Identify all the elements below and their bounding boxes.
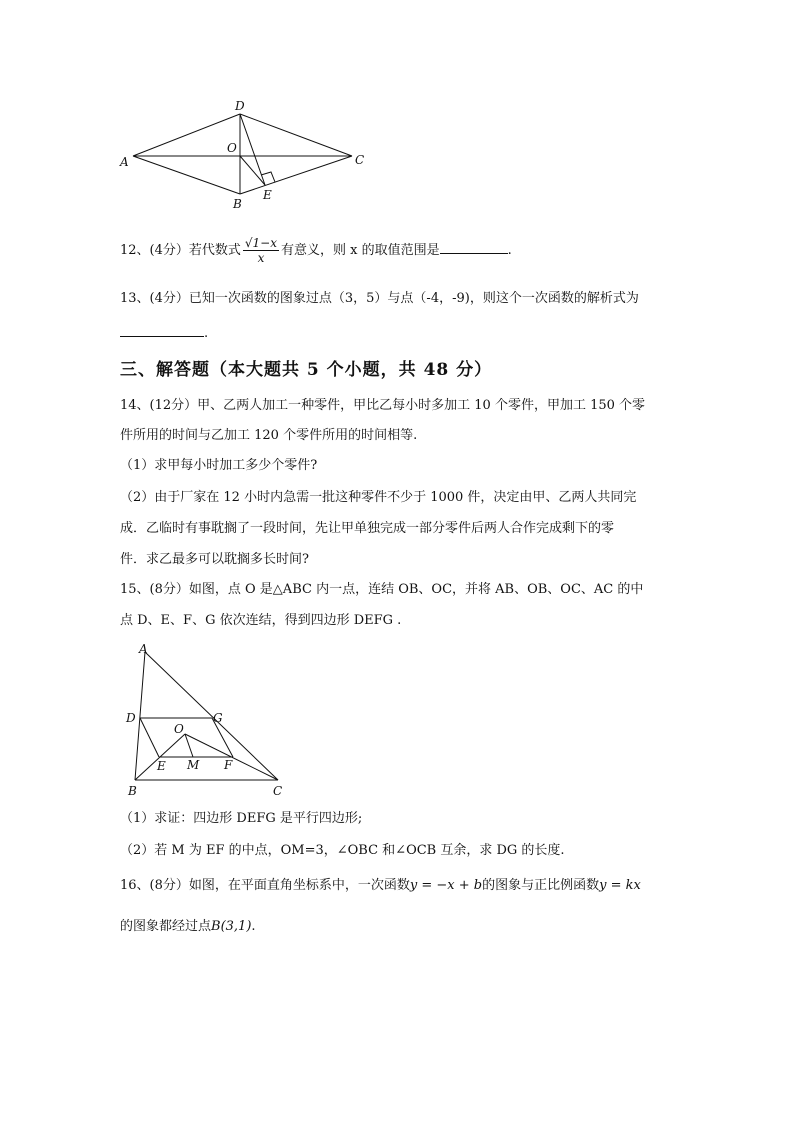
label-D: D	[126, 711, 136, 725]
label-A: A	[120, 155, 129, 169]
label-O: O	[174, 722, 184, 736]
equation-linear: y = −x + b	[409, 878, 483, 893]
section-heading: 三、解答题（本大题共 5 个小题，共 48 分）	[120, 360, 493, 380]
label-C: C	[273, 784, 283, 798]
question-15-line2: 点 D、E、F、G 依次连结，得到四边形 DEFG .	[120, 613, 402, 628]
label-G: G	[213, 711, 223, 725]
label-E: E	[263, 188, 272, 202]
label-F: F	[224, 758, 233, 772]
question-14-line2: 件所用的时间与乙加工 120 个零件所用的时间相等.	[120, 428, 418, 443]
answer-blank-12[interactable]	[440, 239, 508, 254]
label-M: M	[187, 758, 200, 772]
triangle-figure	[118, 640, 293, 802]
question-15-part2: （2）若 M 为 EF 的中点，OM=3，∠OBC 和∠OCB 互余，求 DG 的长度.	[120, 843, 565, 858]
question-15-part1: （1）求证：四边形 DEFG 是平行四边形;	[120, 811, 363, 826]
answer-blank-13[interactable]	[120, 322, 204, 337]
label-O: O	[227, 141, 237, 155]
label-B: B	[128, 784, 137, 798]
sqrt-sign: √	[244, 236, 253, 250]
question-13: 13、(4分）已知一次函数的图象过点（3，5）与点（-4，-9)，则这个一次函数的解析式为	[120, 291, 639, 306]
question-15-line1: 15、(8分）如图，点 O 是△ABC 内一点，连结 OB、OC，并将 AB、OB、OC、AC 的中	[120, 582, 644, 597]
label-E: E	[157, 759, 166, 773]
question-16-line2: 的图象都经过点B(3,1).	[120, 919, 256, 934]
question-14-part2-line3: 件．求乙最多可以耽搁多长时间?	[120, 552, 309, 567]
rhombus-figure	[115, 98, 375, 213]
question-13-line2: .	[120, 322, 208, 344]
sqrt-fraction: $\frac{√1-x}{x}$	[244, 236, 278, 265]
question-14-line1: 14、(12分）甲、乙两人加工一种零件，甲比乙每小时多加工 10 个零件，甲加工 150 个零	[120, 398, 646, 413]
question-14-part1: （1）求甲每小时加工多少个零件?	[120, 458, 318, 473]
question-16-line1: 16、(8分）如图，在平面直角坐标系中，一次函数y = −x + b的图象与正比例函数y = kx	[120, 878, 641, 893]
label-D: D	[235, 99, 245, 113]
equation-proportional: y = kx	[599, 878, 641, 893]
label-A: A	[139, 642, 148, 656]
question-12: 12、(4分）若代数式 $\frac{√1-x}{x}$ 有意义，则 x 的取值范围是 .	[120, 236, 512, 265]
point-B: B(3,1)	[211, 919, 252, 934]
label-B: B	[233, 197, 242, 211]
question-14-part2-line2: 成．乙临时有事耽搁了一段时间，先让甲单独完成一部分零件后两人合作完成剩下的零	[120, 521, 615, 536]
question-14-part2-line1: （2）由于厂家在 12 小时内急需一批这种零件不少于 1000 件，决定由甲、乙两人共同完	[120, 490, 637, 505]
label-C: C	[355, 153, 365, 167]
